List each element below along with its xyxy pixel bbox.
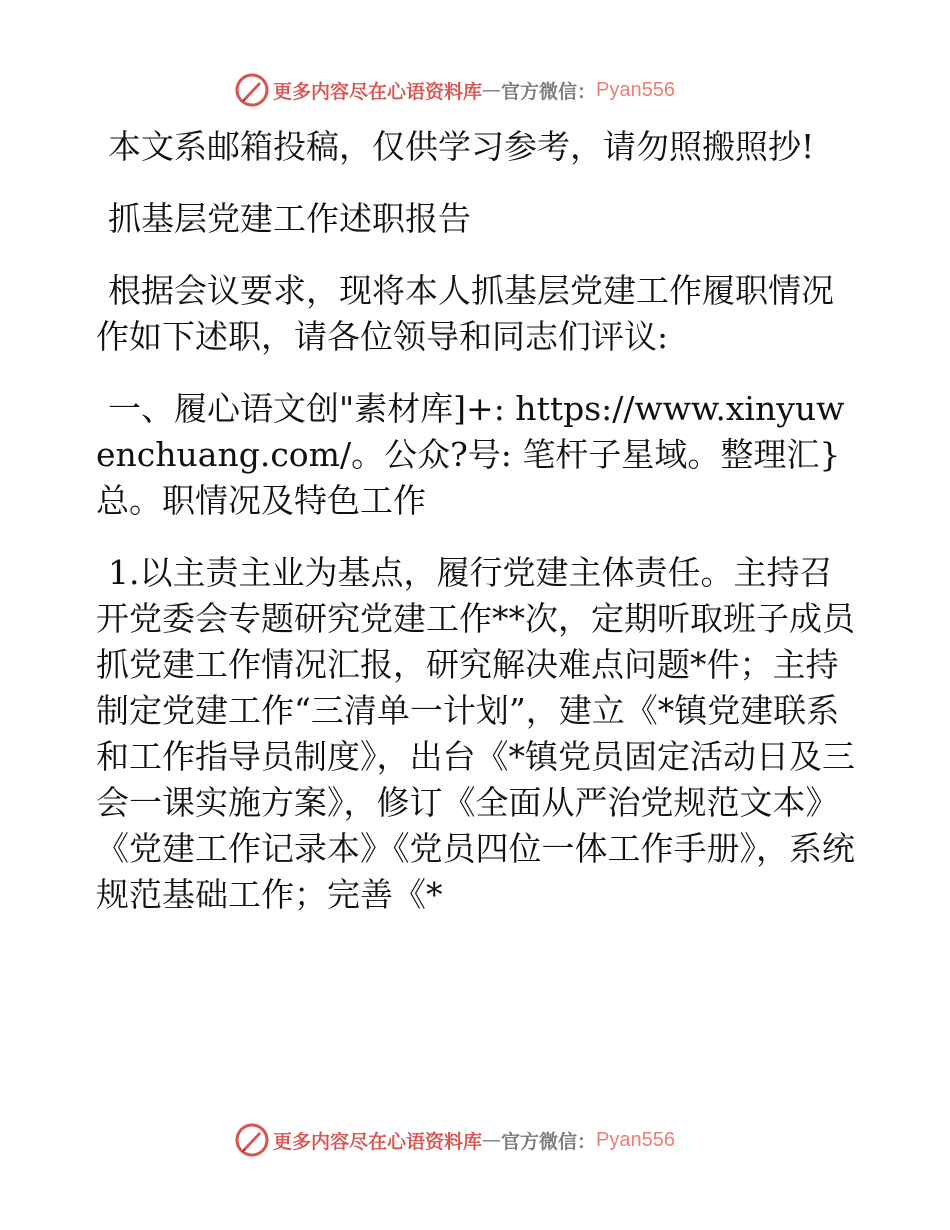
watermark-brand: 更多内容尽在心语资料库 <box>273 80 483 103</box>
header-watermark <box>235 72 675 108</box>
watermark-separator: — <box>482 1129 502 1151</box>
watermark-wechat-id: Pyan556 <box>596 1128 675 1151</box>
disclaimer-paragraph: 本文系邮箱投稿，仅供学习参考，请勿照搬照抄! <box>108 127 815 166</box>
watermark-official-label: 官方微信： <box>501 80 597 103</box>
quill-logo-icon <box>235 73 269 107</box>
quill-logo-icon <box>235 1123 269 1157</box>
document-title: 抓基层党建工作述职报告 <box>108 199 471 238</box>
document-body <box>96 124 856 942</box>
section-heading: 一、履心语文创"素材库]+: https://www.xinyuwenchuang.com/。公众?号: 笔杆子星域。整理汇}总。职情况及特色工作 <box>96 389 845 520</box>
watermark-wechat-id: Pyan556 <box>596 78 675 101</box>
watermark-brand: 更多内容尽在心语资料库 <box>273 1130 483 1153</box>
intro-paragraph: 根据会议要求，现将本人抓基层党建工作履职情况作如下述职，请各位领导和同志们评议: <box>96 271 834 356</box>
body-paragraph: 1.以主责主业为基点，履行党建主体责任。主持召开党委会专题研究党建工作**次，定期听取班子成员抓党建工作情况汇报，研究解决难点问题*件；主持制定党建工作“三清单一计划”，建立《*镇党建联系和工作指导员制度》，出台《*镇党员固定活动日及三会一课实施方案》，修订《全面从严治党规范文本》《党建工作记录本》《党员四位一体工作手册》，系统规范基础工作；完善《* <box>96 553 855 914</box>
footer-watermark <box>235 1122 675 1158</box>
watermark-separator: — <box>482 79 502 101</box>
watermark-official-label: 官方微信： <box>501 1130 597 1153</box>
